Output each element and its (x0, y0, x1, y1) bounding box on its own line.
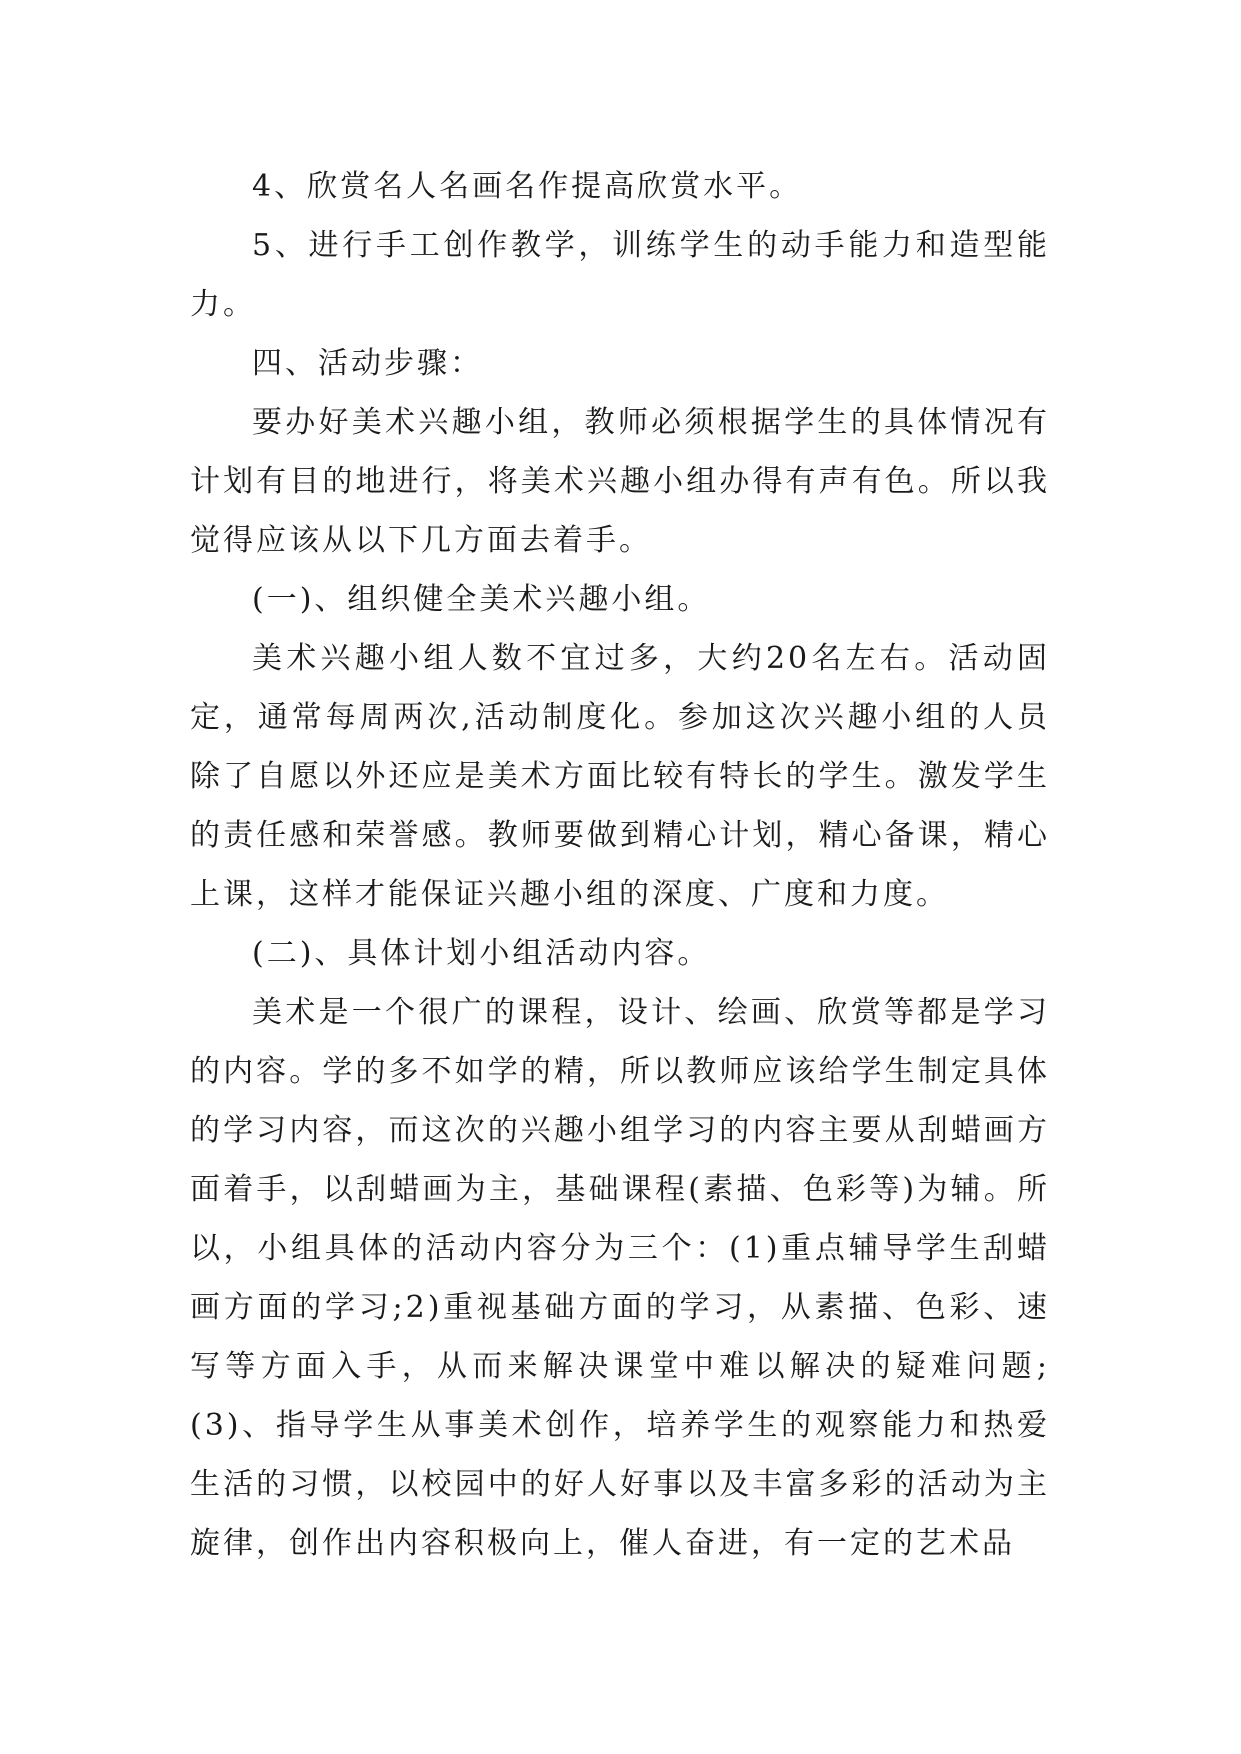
document-body (190, 157, 1050, 1573)
paragraph-item-4: 4、欣赏名人名画名作提高欣赏水平。 (252, 169, 803, 204)
paragraph-activity-content: 美术是一个很广的课程，设计、绘画、欣赏等都是学习的内容。学的多不如学的精，所以教师应该给学生制定具体的学习内容，而这次的兴趣小组学习的内容主要从刮蜡画方面着手，以刮蜡画为主，基础课程(素描、色彩等)为辅。所以，小组具体的活动内容分为三个：(1)重点辅导学生刮蜡画方面的学习;2)重视基础方面的学习，从素描、色彩、速写等方面入手，从而来解决课堂中难以解决的疑难问题;(3)、指导学生从事美术创作，培养学生的观察能力和热爱生活的习惯，以校园中的好人好事以及丰富多彩的活动为主旋律，创作出内容积极向上，催人奋进，有一定的艺术品 (190, 995, 1050, 1561)
paragraph-group-size: 美术兴趣小组人数不宜过多，大约20名左右。活动固定，通常每周两次,活动制度化。参加这次兴趣小组的人员除了自愿以外还应是美术方面比较有特长的学生。激发学生的责任感和荣誉感。教师要做到精心计划，精心备课，精心上课，这样才能保证兴趣小组的深度、广度和力度。 (190, 641, 1050, 912)
subheading-plan-content: (二)、具体计划小组活动内容。 (252, 936, 711, 971)
paragraph-item-5: 5、进行手工创作教学，训练学生的动手能力和造型能力。 (190, 228, 1050, 322)
section-heading-activity-steps: 四、活动步骤： (252, 346, 483, 381)
subheading-organize-group: (一)、组织健全美术兴趣小组。 (252, 582, 711, 617)
paragraph-intro: 要办好美术兴趣小组，教师必须根据学生的具体情况有计划有目的地进行，将美术兴趣小组办得有声有色。所以我觉得应该从以下几方面去着手。 (190, 405, 1050, 558)
